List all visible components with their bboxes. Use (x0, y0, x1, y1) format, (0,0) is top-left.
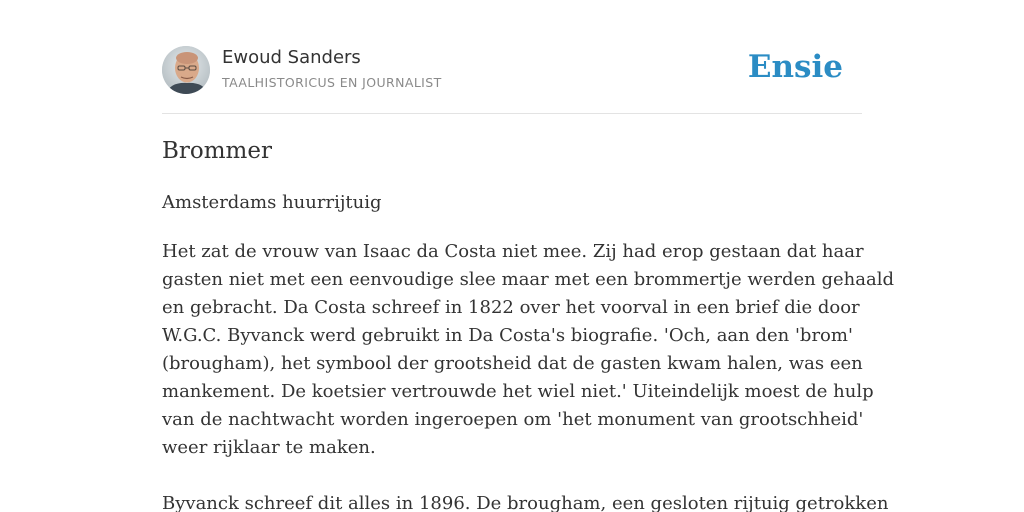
article-header (162, 46, 862, 114)
text-line: Byvanck schreef dit alles in 1896. De brougham, een gesloten rijtuig getrokken (162, 493, 889, 512)
author-role: TAALHISTORICUS EN JOURNALIST (222, 75, 442, 90)
text-line: van de nachtwacht worden ingeroepen om 'het monument van grootschheid' (162, 409, 864, 430)
paragraph (162, 490, 889, 512)
article-title: Brommer (162, 138, 272, 164)
text-line: (brougham), het symbool der grootsheid dat de gasten kwam halen, was een (162, 353, 863, 374)
brand-logo[interactable]: Ensie (747, 49, 843, 85)
text-line: Het zat de vrouw van Isaac da Costa niet mee. Zij had erop gestaan dat haar (162, 241, 864, 262)
article-subtitle: Amsterdams huurrijtuig (162, 192, 382, 213)
avatar-photo (162, 46, 210, 94)
text-line: gasten niet met een eenvoudige slee maar met een brommertje werden gehaald (162, 269, 894, 290)
text-line: mankement. De koetsier vertrouwde het wiel niet.' Uiteindelijk moest de hulp (162, 381, 874, 402)
text-line: W.G.C. Byvanck werd gebruikt in Da Costa's biografie. 'Och, aan den 'brom' (162, 325, 853, 346)
author-name[interactable]: Ewoud Sanders (222, 47, 361, 68)
article-body (162, 238, 894, 512)
paragraph (162, 238, 894, 462)
avatar[interactable] (162, 46, 210, 94)
text-line: weer rijklaar te maken. (162, 437, 376, 458)
text-line: en gebracht. Da Costa schreef in 1822 over het voorval in een brief die door (162, 297, 860, 318)
